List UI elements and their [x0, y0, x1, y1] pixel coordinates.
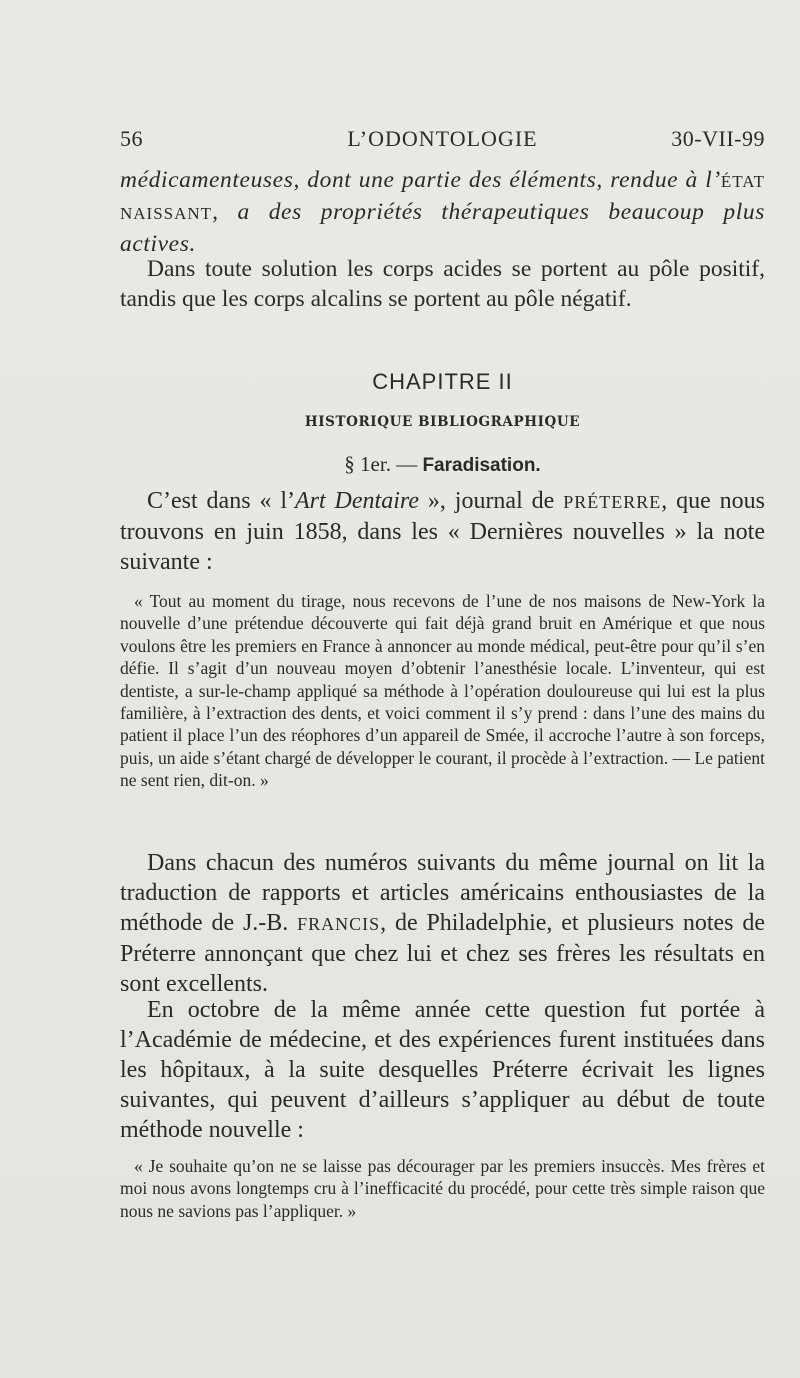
block-quote-preterre: « Je souhaite qu’on ne se laisse pas décourager par les premiers insuccès. Mes frères et moi nous avons longtemps cru à l’inefficacité du procédé, pour cette très simple raison que nous ne savions pas l’appliquer. »: [120, 1156, 765, 1221]
paragraph-text: , que nous trouvons en juin 1858, dans les « Dernières nouvelles » la note suivante :: [120, 488, 765, 575]
chapter-subtitle: HISTORIQUE BIBLIOGRAPHIQUE: [304, 414, 581, 430]
page-number: 56: [120, 126, 143, 151]
block-quote-new-york: « Tout au moment du tirage, nous recevons de l’une de nos maisons de New-York la nouvelle d’une prétendue découverte qui fait déjà grand bruit en Amérique et que nous voulons être les premiers en France à annoncer au monde médical, peut-être pour qu’il s’en défie. Il s’agit d’un nouveau moyen d’obtenir l’anesthésie locale. L’inventeur, qui est dentiste, a sur-le-champ appliqué sa méthode à l’opération douloureuse qui lui est la plus familière, à l’extraction des dents, et voici comment il s’y prend : dans l’une des mains du patient il place l’un des réophores d’un appareil de Smée, il accroche l’autre à son forceps, puis, un aide s’étant chargé de développer le courant, il procède à l’extraction. — Le patient ne sent rien, dit-on. »: [120, 591, 765, 791]
paragraph-francis: [120, 848, 765, 999]
paragraph-continuation: [120, 165, 765, 259]
small-caps-name: PRÉTERRE: [563, 492, 662, 512]
paragraph-text: médicamenteuses, dont une partie des éléments, rendue à l’: [120, 167, 721, 193]
running-header: [120, 126, 765, 156]
chapter-title: CHAPITRE II: [372, 369, 513, 394]
italic-title: Art Dentaire: [295, 488, 419, 514]
paragraph-text: », journal de: [418, 488, 564, 514]
small-caps-name: FRANCIS: [297, 914, 381, 934]
section-heading: [120, 452, 765, 477]
journal-title: L’ODONTOLOGIE: [347, 126, 538, 151]
issue-date: 30-VII-99: [671, 126, 765, 151]
section-title: Faradisation.: [422, 455, 541, 476]
paragraph-text: C’est dans « l’: [147, 488, 295, 514]
paragraph-academie: En octobre de la même année cette question fut portée à l’Académie de médecine, et des expériences furent instituées dans les hôpitaux, à la suite desquelles Préterre écrivait les lignes suivantes, qui peuvent d’ailleurs s’appliquer au début de toute méthode nouvelle :: [120, 997, 765, 1143]
paragraph-solution: Dans toute solution les corps acides se portent au pôle positif, tandis que les corps alcalins se portent au pôle négatif.: [120, 256, 765, 312]
section-marker: § 1er. —: [344, 452, 423, 476]
paragraph-text: , de Philadelphie, et plusieurs notes de Préterre annonçant que chez lui et chez ses frères les résultats en sont excellents.: [120, 910, 766, 997]
paragraph-art-dentaire: [120, 486, 765, 577]
small-caps-text: ÉTAT NAISSANT: [120, 172, 765, 223]
paragraph-text: , a des propriétés thérapeutiques beaucoup plus actives.: [120, 199, 765, 257]
paragraph-text: Dans chacun des numéros suivants du même journal on lit la traduction de rapports et articles américains enthousiastes de la méthode de J.-B.: [120, 850, 765, 936]
